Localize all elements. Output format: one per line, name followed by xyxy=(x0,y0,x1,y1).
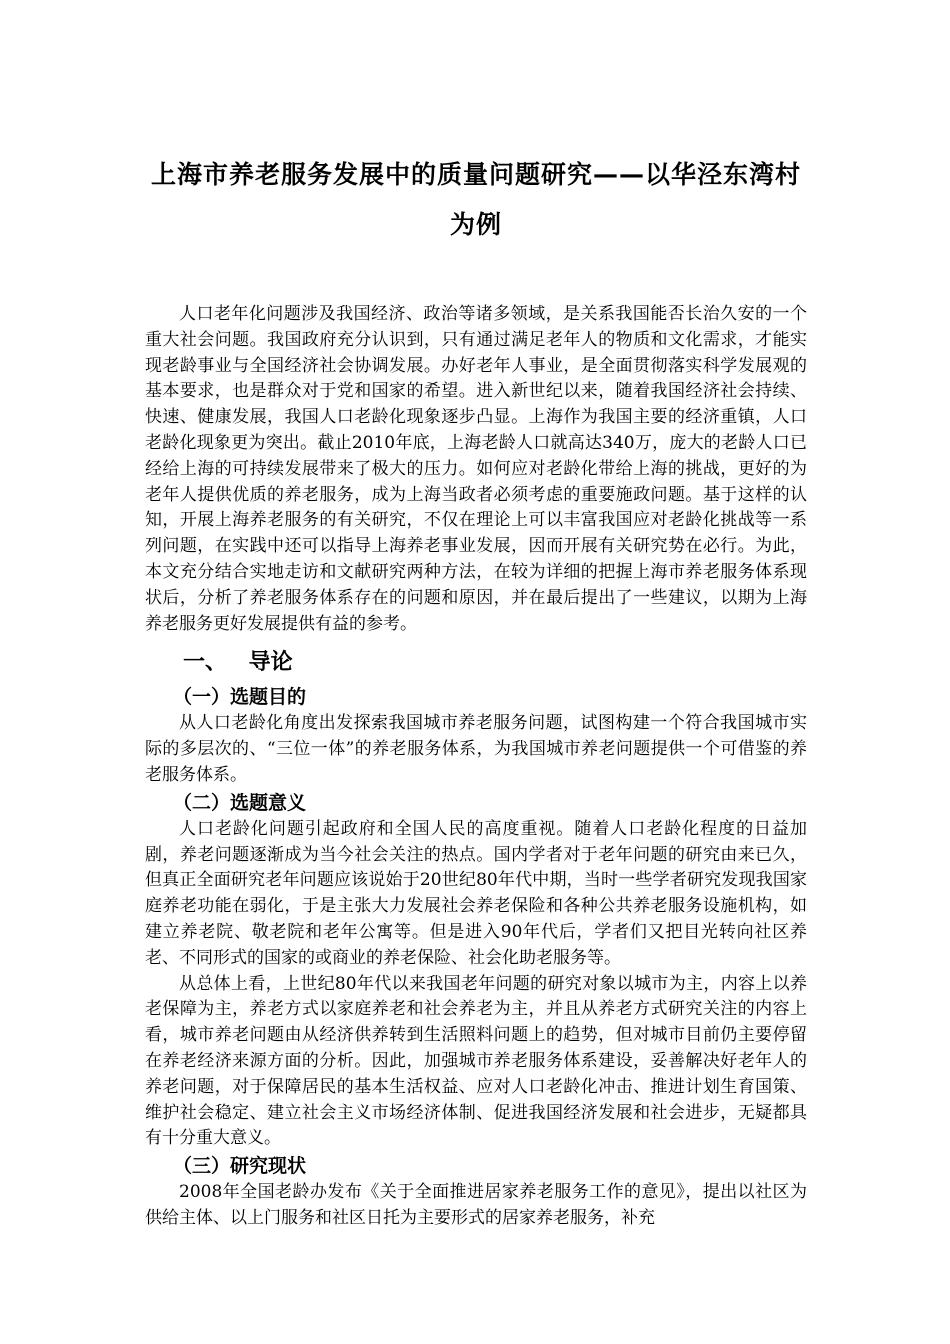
document-title-line2: 为例 xyxy=(449,210,502,239)
research-status-paragraph: 2008年全国老龄办发布《关于全面推进居家养老服务工作的意见》，提出以社区为供给主体、以上门服务和社区日托为主要形式的居家养老服务，补充 xyxy=(145,1182,807,1228)
significance-paragraph-1: 人口老龄化问题引起政府和全国人民的高度重视。随着人口老龄化程度的日益加剧，养老问题逐渐成为当今社会关注的热点。国内学者对于老年问题的研究由来已久，但真正全面研究老年问题应该说始于20世纪80年代中期，当时一些学者研究发现我国家庭养老功能在弱化，于是主张大力发展社会养老保险和各种公共养老服务设施机构，如建立养老院、敬老院和老年公寓等。但是进入90年代后，学者们又把目光转向社区养老、不同形式的国家的或商业的养老保险、社会化助老服务等。 xyxy=(145,818,807,968)
subsection-heading-purpose: （一）选题目的 xyxy=(173,686,307,709)
document-page xyxy=(145,150,807,1232)
abstract-paragraph: 人口老年化问题涉及我国经济、政治等诸多领域，是关系我国能否长治久安的一个重大社会问题。我国政府充分认识到，只有通过满足老年人的物质和文化需求，才能实现老龄事业与全国经济社会协调发展。办好老年人事业，是全面贯彻落实科学发展观的基本要求，也是群众对于党和国家的希望。进入新世纪以来，随着我国经济社会持续、快速、健康发展，我国人口老龄化现象逐步凸显。上海作为我国主要的经济重镇，人口老龄化现象更为突出。截止2010年底，上海老龄人口就高达340万，庞大的老龄人口已经给上海的可持续发展带来了极大的压力。如何应对老龄化带给上海的挑战，更好的为老年人提供优质的养老服务，成为上海当政者必须考虑的重要施政问题。基于这样的认知，开展上海养老服务的有关研究，不仅在理论上可以丰富我国应对老龄化挑战等一系列问题，在实践中还可以指导上海养老事业发展，因而开展有关研究势在必行。为此，本文充分结合实地走访和文献研究两种方法，在较为详细的把握上海市养老服务体系现状后，分析了养老服务体系存在的问题和原因，并在最后提出了一些建议，以期为上海养老服务更好发展提供有益的参考。 xyxy=(145,304,807,634)
document-title-line1: 上海市养老服务发展中的质量问题研究——以华泾东湾村 xyxy=(150,160,801,189)
section-heading-introduction: 一、 导论 xyxy=(183,650,293,676)
subsection-heading-significance: （二）选题意义 xyxy=(173,791,307,814)
subsection-heading-research-status: （三）研究现状 xyxy=(173,1155,307,1178)
significance-paragraph-2: 从总体上看，上世纪80年代以来我国老年问题的研究对象以城市为主，内容上以养老保障为主，养老方式以家庭养老和社会养老为主，并且从养老方式研究关注的内容上看，城市养老问题由从经济供养转到生活照料问题上的趋势，但对城市目前仍主要停留在养老经济来源方面的分析。因此，加强城市养老服务体系建设，妥善解决好老年人的养老问题，对于保障居民的基本生活权益、应对人口老龄化冲击、推进计划生育国策、维护社会稳定、建立社会主义市场经济体制、促进我国经济发展和社会进步，无疑都具有十分重大意义。 xyxy=(145,973,807,1149)
purpose-paragraph: 从人口老龄化角度出发探索我国城市养老服务问题，试图构建一个符合我国城市实际的多层次的、“三位一体”的养老服务体系，为我国城市养老问题提供一个可借鉴的养老服务体系。 xyxy=(145,713,807,785)
